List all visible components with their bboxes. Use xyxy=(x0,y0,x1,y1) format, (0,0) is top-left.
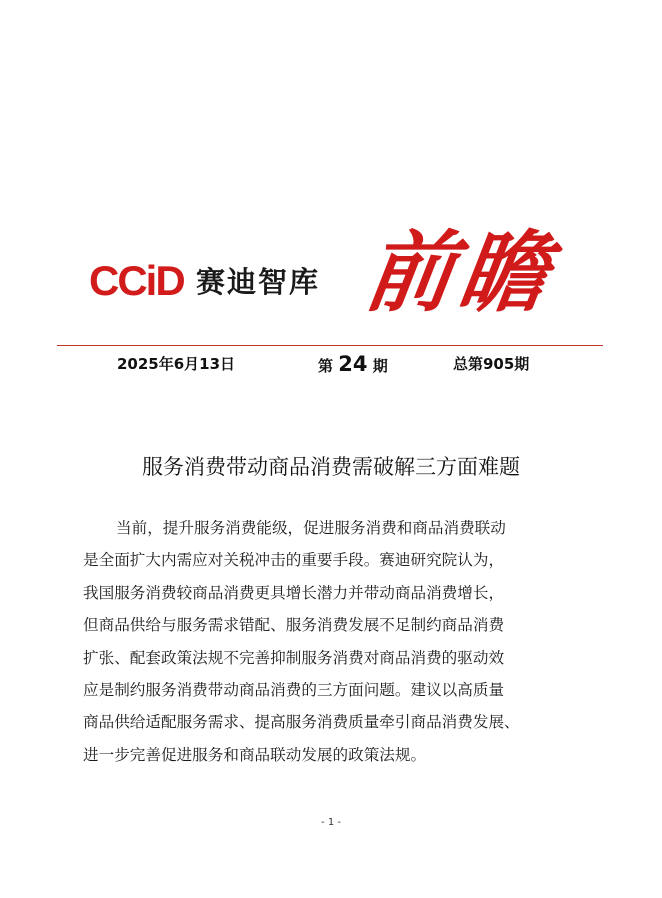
issue-number-value: 24 xyxy=(338,352,368,376)
issue-total: 总第905期 xyxy=(453,355,530,373)
article-body xyxy=(83,512,583,771)
masthead-title: 前瞻 xyxy=(358,220,562,324)
body-line: 当前，提升服务消费能级，促进服务消费和商品消费联动 xyxy=(116,519,506,537)
issue-number-suffix: 期 xyxy=(372,357,388,375)
ccid-logo-name: 赛迪智库 xyxy=(196,265,321,299)
page-number: - 1 - xyxy=(321,817,341,828)
body-line: 但商品供给与服务需求错配、服务消费发展不足制约商品消费 xyxy=(83,616,505,635)
body-line: 扩张、配套政策法规不完善抑制服务消费对商品消费的驱动效 xyxy=(83,648,505,667)
body-line: 应是制约服务消费带动商品消费的三方面问题。建议以高质量 xyxy=(83,681,505,700)
header-divider xyxy=(57,345,603,346)
body-line: 是全面扩大内需应对关税冲击的重要手段。赛迪研究院认为， xyxy=(83,551,505,570)
body-line: 我国服务消费较商品消费更具增长潜力并带动商品消费增长， xyxy=(83,583,505,602)
ccid-logo: CCiD xyxy=(89,257,184,304)
article-title: 服务消费带动商品消费需破解三方面难题 xyxy=(142,455,520,479)
issue-number xyxy=(318,352,388,378)
body-line: 进一步完善促进服务和商品联动发展的政策法规。 xyxy=(83,745,427,764)
issue-date: 2025年6月13日 xyxy=(117,355,236,373)
issue-number-prefix: 第 xyxy=(318,357,334,375)
body-line: 商品供给适配服务需求、提高服务消费质量牵引商品消费发展、 xyxy=(83,713,520,732)
